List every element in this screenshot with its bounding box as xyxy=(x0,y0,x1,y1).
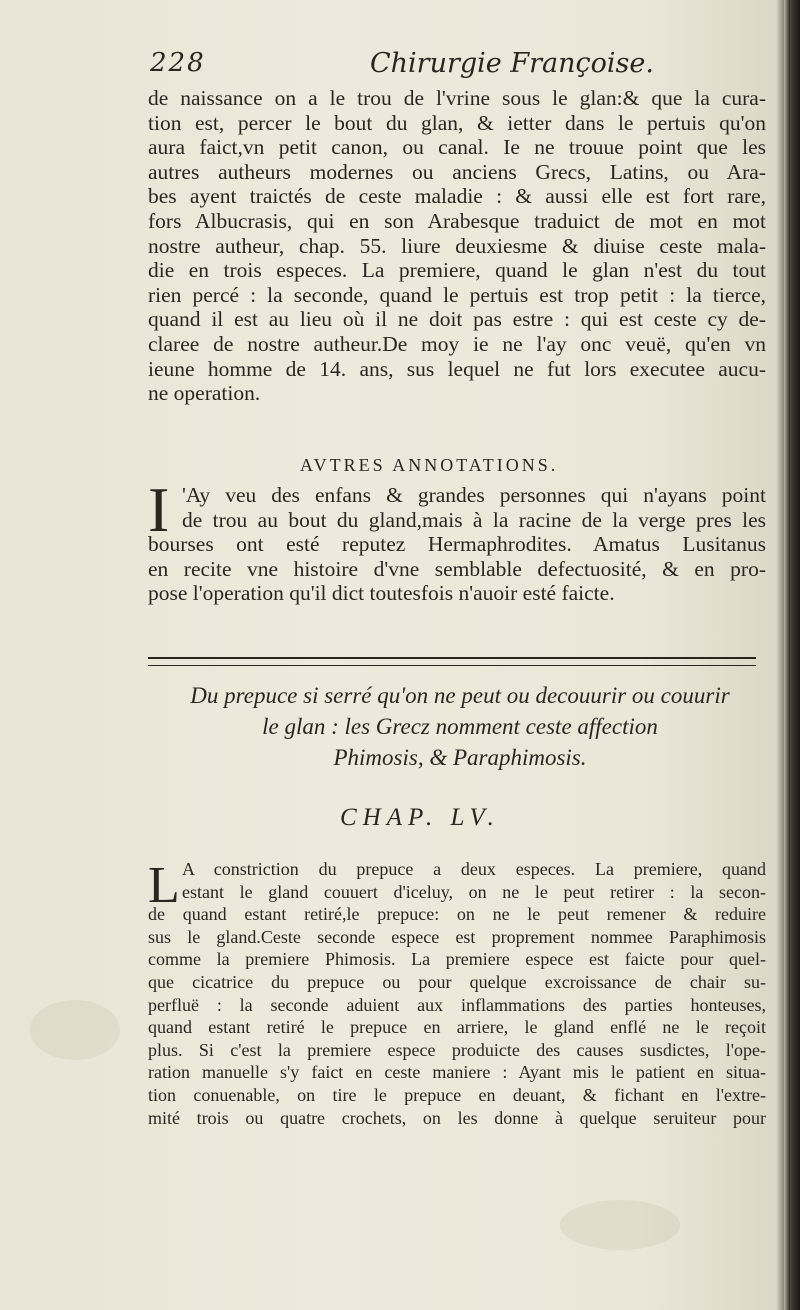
section-subheading: AVTRES ANNOTATIONS. xyxy=(300,455,559,475)
text-line: rien percé : la seconde, quand le pertuis est trop petit : la tierce, xyxy=(148,282,766,307)
paper-stain xyxy=(30,1000,120,1060)
page-edge xyxy=(784,0,790,1310)
running-head: Chirurgie Françoise. xyxy=(370,48,654,79)
title-line: Phimosis, & Paraphimosis. xyxy=(333,745,587,770)
text-line: A constriction du prepuce a deux especes. La premiere, quand xyxy=(182,859,766,879)
text-line: mité trois ou quatre crochets, on les donne à quelque seruiteur pour xyxy=(148,1107,766,1128)
text-line: tion conuenable, on tire le prepuce en deuant, & fichant en l'extre- xyxy=(148,1084,766,1105)
text-line: aura faict,vn petit canon, ou canal. Ie ne trouue point que les xyxy=(148,135,766,160)
text-line: ieune homme de 14. ans, sus lequel ne fut lors executee aucu- xyxy=(148,356,766,381)
title-line: le glan : les Grecz nomment ceste affection xyxy=(262,714,658,739)
text-line: en recite vne histoire d'vne semblable defectuosité, & en pro- xyxy=(148,556,766,581)
text-line: bes ayent traictés de ceste maladie : & aussi elle est fort rare, xyxy=(148,184,766,209)
text-line: sus le gland.Ceste seconde espece est proprement nommee Paraphimosis xyxy=(148,926,766,947)
page-header xyxy=(150,48,770,82)
text-line: quand il est au lieu où il ne doit pas estre : qui est ceste cy de- xyxy=(148,307,766,332)
text-line: bourses ont esté reputez Hermaphrodites. Amatus Lusitanus xyxy=(148,532,766,557)
drop-capital: I xyxy=(148,474,170,545)
page-number: 228 xyxy=(150,48,206,78)
paper-stain xyxy=(560,1200,680,1250)
text-line: claree de nostre autheur.De moy ie ne l'ay onc veuë, qu'en vn xyxy=(148,331,766,356)
chapter-title xyxy=(150,680,770,773)
text-line: comme la premiere Phimosis. La premiere espece est faicte pour quel- xyxy=(148,949,766,970)
text-line: pose l'operation qu'il dict toutesfois n'auoir esté faicte. xyxy=(148,581,615,606)
text-line: de trou au bout du gland,mais à la racine de la verge pres les xyxy=(182,507,766,532)
text-line: quand estant retiré le prepuce en arriere, le gland enflé ne le reçoit xyxy=(148,1017,766,1038)
text-line: plus. Si c'est la premiere espece produicte des causes susdictes, l'ope- xyxy=(148,1039,766,1060)
chapter-paragraph xyxy=(148,858,766,1129)
paragraph-continuation xyxy=(148,86,766,406)
text-line: autres autheurs modernes ou anciens Grecs, Latins, ou Ara- xyxy=(148,159,766,184)
text-line: nostre autheur, chap. 55. liure deuxiesme & diuise ceste mala- xyxy=(148,233,766,258)
text-line: die en trois especes. La premiere, quand le glan n'est du tout xyxy=(148,258,766,283)
section-divider xyxy=(148,657,756,666)
text-line: tion est, percer le bout du glan, & ietter dans le pertuis qu'on xyxy=(148,110,766,135)
drop-capital: L xyxy=(148,857,180,914)
text-line: ne operation. xyxy=(148,381,261,406)
chapter-number: CHAP. LV. xyxy=(340,804,500,831)
annotation-paragraph xyxy=(148,474,766,606)
text-line: 'Ay veu des enfans & grandes personnes qui n'ayans point xyxy=(182,483,766,507)
text-line: perfluë : la seconde aduient aux inflammations des parties honteuses, xyxy=(148,994,766,1015)
title-line: Du prepuce si serré qu'on ne peut ou decouurir ou couurir xyxy=(190,683,730,708)
text-line: que cicatrice du prepuce ou pour quelque excroissance de chair su- xyxy=(148,971,766,992)
text-line: fors Albucrasis, qui en son Arabesque traduict de mot en mot xyxy=(148,208,766,233)
text-line: de quand estant retiré,le prepuce: on ne le peut remener & reduire xyxy=(148,904,766,925)
text-line: de naissance on a le trou de l'vrine sous le glan:& que la cura- xyxy=(148,86,766,110)
text-line: ration manuelle s'y faict en ceste maniere : Ayant mis le patient en situa- xyxy=(148,1062,766,1083)
text-line: estant le gland couuert d'iceluy, on ne le peut retirer : la secon- xyxy=(182,881,766,902)
